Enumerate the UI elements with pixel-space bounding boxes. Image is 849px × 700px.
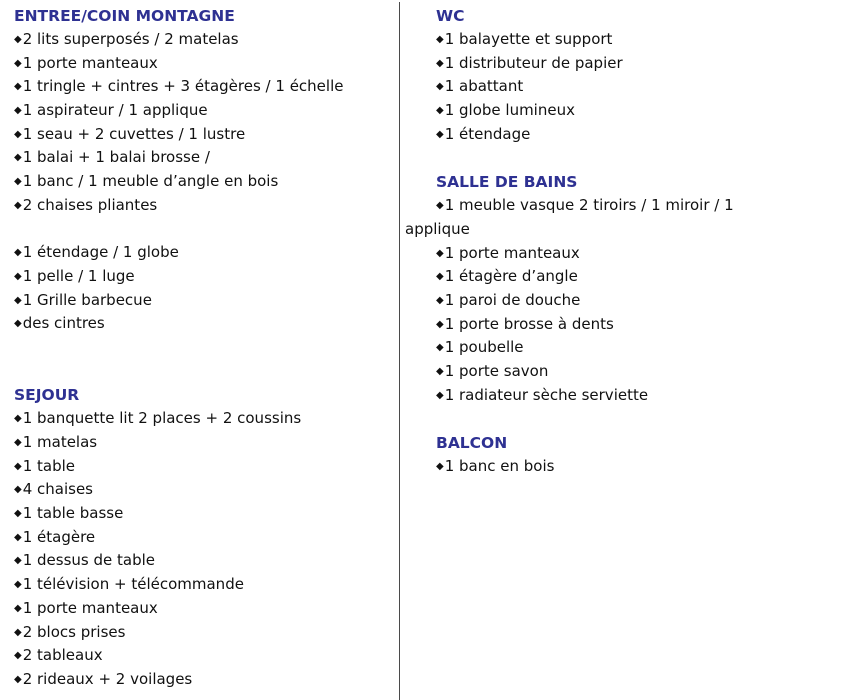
column-divider: [399, 2, 400, 700]
section-title-balcon: BALCON: [436, 434, 508, 452]
list-item: ◆1 porte savon: [436, 361, 549, 380]
list-item: ◆1 porte manteaux: [14, 598, 158, 617]
bullet-icon: ◆: [14, 247, 22, 259]
bullet-icon: ◆: [14, 555, 22, 567]
list-item-continuation: applique: [405, 219, 470, 238]
bullet-icon: ◆: [14, 318, 22, 330]
bullet-icon: ◆: [436, 105, 444, 117]
list-item: ◆1 porte manteaux: [436, 243, 580, 262]
spacer: [436, 407, 836, 431]
right-column: [405, 4, 836, 479]
bullet-icon: ◆: [14, 650, 22, 662]
list-item: ◆2 chaises pliantes: [14, 195, 158, 214]
spacer: [14, 336, 394, 383]
bullet-icon: ◆: [14, 176, 22, 188]
list-item: ◆1 étagère d’angle: [436, 267, 578, 286]
section-title-sejour: SEJOUR: [14, 386, 80, 405]
list-item: ◆1 radiateur sèche serviette: [436, 385, 649, 404]
bullet-icon: ◆: [14, 508, 22, 520]
bullet-icon: ◆: [14, 152, 22, 164]
list-item: ◆1 table: [14, 456, 76, 475]
bullet-icon: ◆: [436, 200, 444, 212]
list-item: ◆1 étendage / 1 globe: [14, 243, 179, 262]
list-item: ◆2 blocs prises: [14, 622, 126, 641]
bullet-icon: ◆: [436, 294, 444, 306]
list-item: ◆1 globe lumineux: [436, 101, 575, 120]
bullet-icon: ◆: [14, 531, 22, 543]
left-column: [14, 4, 394, 692]
bullet-icon: ◆: [436, 247, 444, 259]
bullet-icon: ◆: [14, 81, 22, 93]
list-item: ◆des cintres: [14, 314, 105, 333]
list-item: ◆1 porte manteaux: [14, 53, 158, 72]
list-item: ◆2 rideaux + 2 voilages: [14, 669, 193, 688]
list-item: ◆1 pelle / 1 luge: [14, 266, 135, 285]
bullet-icon: ◆: [14, 413, 22, 425]
bullet-icon: ◆: [14, 579, 22, 591]
list-item: ◆1 distributeur de papier: [436, 53, 623, 72]
list-item: ◆1 seau + 2 cuvettes / 1 lustre: [14, 124, 246, 143]
list-item: ◆1 étendage: [436, 124, 531, 143]
bullet-icon: ◆: [436, 389, 444, 401]
list-item: ◆1 poubelle: [436, 338, 524, 357]
section-title-entree: ENTREE/COIN MONTAGNE: [14, 7, 235, 25]
bullet-icon: ◆: [436, 271, 444, 283]
list-item: ◆1 balai + 1 balai brosse /: [14, 148, 210, 167]
bullet-icon: ◆: [436, 128, 444, 140]
list-item: ◆1 balayette et support: [436, 30, 613, 48]
list-item: ◆1 paroi de douche: [436, 290, 581, 309]
bullet-icon: ◆: [14, 484, 22, 496]
list-item: ◆2 tableaux: [14, 646, 103, 665]
bullet-icon: ◆: [436, 57, 444, 69]
list-item: ◆1 Grille barbecue: [14, 290, 152, 309]
list-item: ◆1 dessus de table: [14, 551, 155, 570]
bullet-icon: ◆: [14, 437, 22, 449]
list-item: ◆1 abattant: [436, 77, 524, 96]
bullet-icon: ◆: [14, 199, 22, 211]
bullet-icon: ◆: [14, 270, 22, 282]
list-item: ◆2 lits superposés / 2 matelas: [14, 30, 239, 48]
bullet-icon: ◆: [436, 461, 444, 472]
list-item: ◆1 tringle + cintres + 3 étagères / 1 échelle: [14, 77, 344, 96]
bullet-icon: ◆: [436, 34, 444, 45]
bullet-icon: ◆: [436, 365, 444, 377]
bullet-icon: ◆: [14, 34, 22, 45]
list-item: ◆1 banquette lit 2 places + 2 coussins: [14, 409, 302, 428]
bullet-icon: ◆: [14, 673, 22, 685]
section-title-salle-de-bains: SALLE DE BAINS: [436, 173, 578, 192]
bullet-icon: ◆: [436, 342, 444, 354]
list-item: ◆1 matelas: [14, 433, 98, 452]
list-item: ◆1 aspirateur / 1 applique: [14, 101, 208, 120]
bullet-icon: ◆: [14, 626, 22, 638]
bullet-icon: ◆: [14, 105, 22, 117]
bullet-icon: ◆: [14, 602, 22, 614]
list-item: ◆1 télévision + télécommande: [14, 575, 244, 594]
bullet-icon: ◆: [14, 294, 22, 306]
list-item: ◆1 banc / 1 meuble d’angle en bois: [14, 172, 279, 191]
spacer: [436, 146, 836, 170]
list-item: ◆1 porte brosse à dents: [436, 314, 614, 333]
list-item: ◆4 chaises: [14, 480, 93, 499]
list-item: ◆1 meuble vasque 2 tiroirs / 1 miroir / 1: [436, 196, 734, 215]
list-item: ◆1 banc en bois: [436, 457, 555, 475]
list-item: ◆1 table basse: [14, 504, 124, 523]
bullet-icon: ◆: [436, 318, 444, 330]
bullet-icon: ◆: [14, 460, 22, 472]
list-item: ◆1 étagère: [14, 527, 96, 546]
bullet-icon: ◆: [14, 57, 22, 69]
bullet-icon: ◆: [436, 81, 444, 93]
section-title-wc: WC: [436, 7, 465, 25]
bullet-icon: ◆: [14, 128, 22, 140]
spacer: [14, 218, 394, 242]
